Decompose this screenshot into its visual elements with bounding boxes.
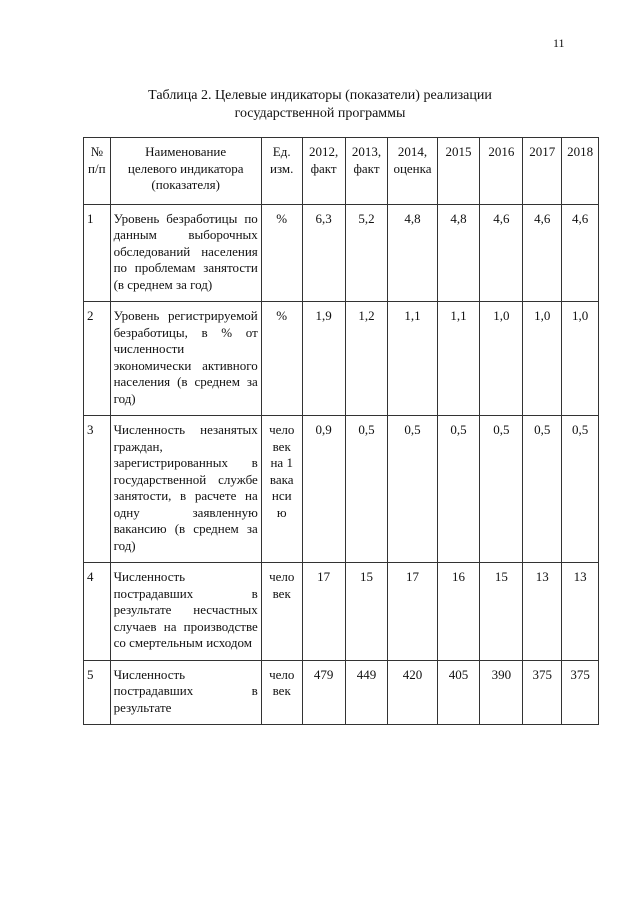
header-2013-line: факт <box>353 160 380 176</box>
value-2012: 17 <box>302 563 345 661</box>
indicator-name-text: Численность пострадавших в результате <box>113 666 258 715</box>
header-name-line: целевого индикатора <box>127 160 244 176</box>
indicator-name <box>110 204 261 302</box>
row-num: 4 <box>84 563 111 661</box>
indicator-name-text: Уровень регистрируемой безработицы, в % от численности экономически активного населения (в среднем за год) <box>113 308 258 406</box>
value-2013: 449 <box>345 660 388 725</box>
header-2014 <box>388 138 437 205</box>
value-2014: 0,5 <box>388 416 437 563</box>
unit-cell: % <box>261 302 302 416</box>
table-row <box>84 660 599 725</box>
value-2015: 1,1 <box>437 302 480 416</box>
header-num-line: № <box>90 144 103 159</box>
indicator-name <box>110 302 261 416</box>
row-num: 1 <box>84 204 111 302</box>
value-2012: 1,9 <box>302 302 345 416</box>
value-2013: 1,2 <box>345 302 388 416</box>
indicators-table <box>83 137 599 725</box>
header-2013 <box>345 138 388 205</box>
header-2013-line: 2013, <box>351 144 382 159</box>
unit-line: чело <box>269 666 295 682</box>
indicator-name <box>110 563 261 661</box>
value-2014: 17 <box>388 563 437 661</box>
header-name-line: Наименование <box>145 144 227 159</box>
value-2014: 4,8 <box>388 204 437 302</box>
value-2018: 1,0 <box>562 302 599 416</box>
value-2016: 0,5 <box>480 416 523 563</box>
header-2014-line: оценка <box>393 160 432 176</box>
caption-line-1: Таблица 2. Целевые индикаторы (показатели) реализации <box>148 88 492 103</box>
value-2017: 4,6 <box>523 204 562 302</box>
value-2017: 375 <box>523 660 562 725</box>
value-2015: 4,8 <box>437 204 480 302</box>
header-2018: 2018 <box>562 138 599 205</box>
header-2014-line: 2014, <box>397 144 428 159</box>
indicator-name-text: Численность пострадавших в результате несчастных случаев на производстве со смертельным исходом <box>113 569 258 650</box>
header-2016: 2016 <box>480 138 523 205</box>
value-2016: 390 <box>480 660 523 725</box>
table-row <box>84 416 599 563</box>
row-num: 5 <box>84 660 111 725</box>
header-num <box>84 138 111 205</box>
header-unit-line: Ед. <box>272 144 291 159</box>
unit-line: век <box>272 438 291 454</box>
indicator-name-text: Уровень безработицы по данным выборочных обследований населения по проблемам занятости (в среднем за год) <box>113 210 258 292</box>
header-2017: 2017 <box>523 138 562 205</box>
table-row <box>84 563 599 661</box>
value-2016: 4,6 <box>480 204 523 302</box>
unit-line: чело <box>269 422 295 437</box>
unit-line: на 1 <box>270 455 293 470</box>
unit-line: век <box>272 683 291 698</box>
value-2014: 1,1 <box>388 302 437 416</box>
header-2012 <box>302 138 345 205</box>
value-2017: 1,0 <box>523 302 562 416</box>
header-name <box>110 138 261 205</box>
value-2015: 0,5 <box>437 416 480 563</box>
unit-line: ю <box>276 504 287 520</box>
header-name-line: (показателя) <box>151 177 220 192</box>
table-caption <box>0 87 640 123</box>
value-2015: 405 <box>437 660 480 725</box>
unit-cell <box>261 563 302 661</box>
table-row <box>84 302 599 416</box>
header-unit-line: изм. <box>270 160 294 176</box>
unit-line: нси <box>271 488 292 503</box>
value-2012: 0,9 <box>302 416 345 563</box>
page-number: 11 <box>553 36 565 50</box>
value-2012: 6,3 <box>302 204 345 302</box>
value-2015: 16 <box>437 563 480 661</box>
header-2012-line: 2012, <box>308 144 339 159</box>
caption-line-2: государственной программы <box>234 106 406 121</box>
value-2018: 375 <box>562 660 599 725</box>
value-2018: 4,6 <box>562 204 599 302</box>
row-num: 2 <box>84 302 111 416</box>
unit-line: чело <box>269 569 295 584</box>
unit-cell <box>261 660 302 725</box>
table-row <box>84 204 599 302</box>
unit-cell <box>261 416 302 563</box>
unit-line: вака <box>269 471 294 487</box>
value-2018: 0,5 <box>562 416 599 563</box>
header-unit <box>261 138 302 205</box>
indicator-name <box>110 660 261 725</box>
value-2017: 0,5 <box>523 416 562 563</box>
value-2013: 15 <box>345 563 388 661</box>
unit-cell: % <box>261 204 302 302</box>
header-2015: 2015 <box>437 138 480 205</box>
value-2012: 479 <box>302 660 345 725</box>
value-2014: 420 <box>388 660 437 725</box>
header-2012-line: факт <box>310 160 337 176</box>
unit-line: век <box>272 585 291 601</box>
value-2017: 13 <box>523 563 562 661</box>
value-2016: 15 <box>480 563 523 661</box>
value-2016: 1,0 <box>480 302 523 416</box>
row-num: 3 <box>84 416 111 563</box>
value-2013: 5,2 <box>345 204 388 302</box>
value-2013: 0,5 <box>345 416 388 563</box>
header-row <box>84 138 599 205</box>
header-num-line: п/п <box>88 160 106 176</box>
indicator-name-text: Численность незанятых граждан, зарегистрированных в государственной службе занятости, в расчете на одну заявленную вакансию (в среднем за год) <box>113 422 258 553</box>
value-2018: 13 <box>562 563 599 661</box>
indicator-name <box>110 416 261 563</box>
